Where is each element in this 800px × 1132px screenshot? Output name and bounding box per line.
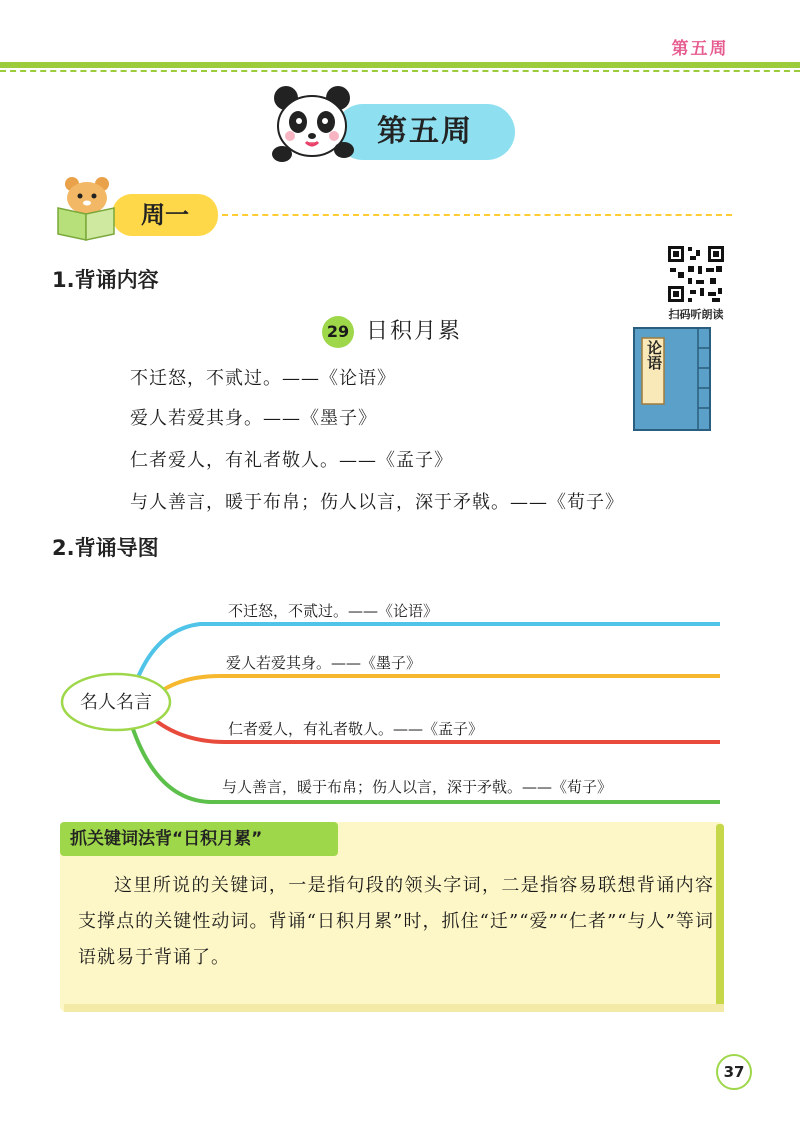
section-heading-recite-content: 1.背诵内容 [52, 268, 159, 292]
header-week-label: 第五周 [671, 39, 729, 59]
mindmap-branch-text-1: 不迁怒，不贰过。——《论语》 [228, 602, 439, 620]
book-title-label: 论语 [645, 340, 663, 370]
lesson-title: 日积月累 [366, 319, 463, 344]
page-title: 第五周 [377, 114, 473, 149]
quote-4: 与人善言，暖于布帛；伤人以言，深于矛戟。——《荀子》 [130, 492, 624, 513]
day-label: 周一 [141, 201, 189, 229]
quote-2: 爱人若爱其身。——《墨子》 [130, 408, 377, 429]
mindmap-branch-text-2: 爱人若爱其身。——《墨子》 [226, 654, 422, 672]
mindmap-branch-2 [150, 676, 720, 700]
lesson-number-badge: 29 [322, 316, 354, 348]
tip-box-bottom [64, 1004, 724, 1012]
tip-box-edge [716, 824, 724, 1010]
mindmap-branch-text-4: 与人善言，暖于布帛；伤人以言，深于矛戟。——《荀子》 [222, 778, 613, 796]
tip-title: 抓关键词法背“日积月累” [70, 829, 263, 849]
quote-3: 仁者爱人，有礼者敬人。——《孟子》 [130, 450, 453, 471]
mindmap-root: 名人名言 [80, 692, 152, 713]
section-heading-recite-map: 2.背诵导图 [52, 536, 159, 560]
tip-body: 这里所说的关键词，一是指句段的领头字词，二是指容易联想背诵内容支撑点的关键性动词。背诵“日积月累”时，抓住“迁”“爱”“仁者”“与人”等词语就易于背诵了。 [78, 875, 714, 968]
qr-caption: 扫码听朗读 [668, 308, 724, 321]
mindmap-branch-text-3: 仁者爱人，有礼者敬人。——《孟子》 [228, 720, 484, 738]
page-number: 37 [716, 1054, 752, 1090]
quote-1: 不迁怒，不贰过。——《论语》 [130, 368, 396, 389]
mindmap-branch-1 [130, 624, 720, 700]
